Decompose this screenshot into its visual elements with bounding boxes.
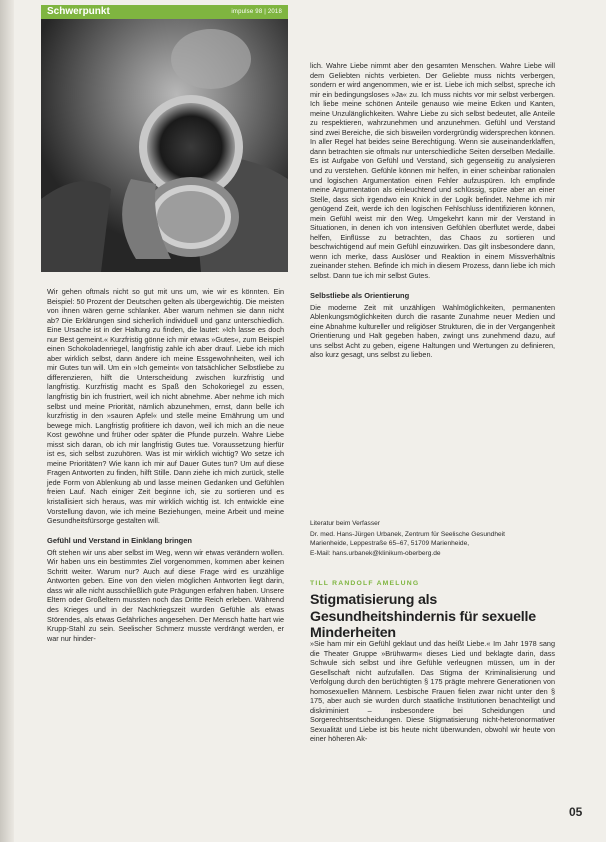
literature-email: E-Mail: hans.urbanek@klinikum-oberberg.de: [310, 549, 441, 557]
page-gutter: [0, 0, 14, 842]
article-body: [310, 639, 555, 744]
page-number: 05: [569, 805, 583, 819]
literature-line: Dr. med. Hans-Jürgen Urbanek, Zentrum für Seelische Gesundheit: [310, 530, 505, 538]
issue-label: impulse 98 | 2018: [231, 9, 282, 15]
article-headline: Stigmatisierung als Gesundheitshindernis für sexuelle Minderheiten: [310, 592, 536, 641]
right-paragraph-2: Die moderne Zeit mit unzähligen Wahlmöglichkeiten, permanenten Ablenkungsmöglichkeiten durch die rasante Zunahme neuer Medien und eine Abnahme kultureller und religiöser Strukturen, die in der Vergangenheit Orientierung und Halt gegeben haben, zwingt uns zunehmend dazu, auf uns selbst Acht zu geben, eigene Haltungen und Wertungen zu definieren, also kurz gesagt, uns selbst zu lieben.: [310, 302, 555, 360]
literature-title: Literatur beim Verfasser: [310, 520, 380, 527]
left-paragraph-2: Oft stehen wir uns aber selbst im Weg, wenn wir etwas verändern wollen. Wir haben uns ein bestimmtes Ziel vorgenommen, kommen aber keinen Schritt weiter. Warum nur? Auch auf diese Frage wird es unzählige Antworten geben. Eine von den vielen möglichen Antworten liegt darin, dass wir alle nicht ausschließlich gute Prägungen erfahren haben. Unsere Eltern oder Großeltern mussten noch das Dritte Reich erleben. Während des Krieges und in der Nachkriegszeit wurden Gefühle als etwas Störendes, als etwas Gefährliches angesehen. Der Mensch hatte hart wie Krupp-Stahl zu sein. Seelischer Schmerz musste verdrängt werden, er war nur hinder-: [47, 547, 284, 643]
article-paragraph: »Sie ham mir ein Gefühl geklaut und das heißt Liebe.« Im Jahr 1978 sang die Theater Gruppe »Brühwarm« dieses Lied und beklagte darin, dass Schwule sich selbst und ihre Gefühle verleugnen müssen, um in der Gesellschaft nicht aufzufallen. Das Stigma der Kriminalisierung und Verfolgung durch den berüchtigten § 175 prägte mehrere Generationen von homosexuellen Männern. Lesbische Frauen fielen zwar nicht unter den § 175, aber auch sie wurden durch staatliche Institutionen benachteiligt und diskriminiert – insbesondere bei Scheidungen und Sorgerechtsentscheidungen. Diese Stigmatisierung nicht-heteronormativer Sexualität und Liebe ist bis heute nicht überwunden, obwohl wir heute von einer höheren Ak-: [310, 639, 555, 744]
left-subheading: Gefühl und Verstand in Einklang bringen: [47, 535, 193, 545]
left-paragraph-1: Wir gehen oftmals nicht so gut mit uns um, wie wir es könnten. Ein Beispiel: 50 Prozent der Deutschen gelten als übergewichtig. Die meisten von ihnen wären gerne schlanker. Aber warum nehmen sie dann nicht ab? Die Erklärungen sind sicherlich individuell und ganz unterschiedlich. Eine Ursache ist in der Haltung zu finden, die lautet: »Ich lasse es doch nur Best gemeint.« Kurzfristig gönne ich mir etwas »Gutes«, zum Beispiel einen Schokoladenriegel, langfristig zahle ich aber drauf. Liebe ich mich aber wirklich selbst, dann ändere ich meine Essgewohnheiten, weil ich mir Gutes tun will. Um ein »Ich gemeint« von tatsächlicher Selbstliebe zu differenzieren, hilft die Unterscheidung zwischen kurzfristig und langfristig. Kurzfristig macht es Spaß den Schokoriegel zu essen, langfristig bin ich frustriert, weil ich nicht abnehme. Aber nehme ich mich selbst und meine Priorität, nämlich abzunehmen, ernst, dann belle ich kurzfristig in den »sauren Apfel« und stelle meine Ernährung um und bewege mich. Langfristig profitiere ich davon, weil ich mich an die neue Kost gewöhne und früher oder später die Pfunde purzeln. Wahre Liebe misst sich daran, ob ich mir langfristig Gutes tue. Voraussetzung hierfür ist es, sich selbst zuzuhören. Was ist mir wirklich wichtig? Wo setze ich meine Prioritäten? Wie kann ich mir auf Dauer Gutes tun? Um auf diese Fragen Antworten zu finden, hilft Stille. Dann ziehe ich mich zurück, stelle jede Form von Ablenkung ab und lasse meinen Gedanken und Gefühlen freien Lauf. Nach einiger Zeit beginne ich, sie zu sortieren und es kristallisiert sich heraus, was mir wirklich wichtig ist. Ich entwickle eine Vorstellung davon, wie ich meine Beziehungen, meine Arbeit und meine Gesundheitsfürsorge gestalten will.: [47, 287, 284, 526]
section-header: [41, 5, 288, 19]
right-subheading: Selbstliebe als Orientierung: [310, 290, 410, 300]
illustration-photo: [41, 19, 288, 272]
section-title: Schwerpunkt: [47, 6, 110, 17]
right-paragraph-1: lich. Wahre Liebe nimmt aber den gesamten Menschen. Wahre Liebe will dem Geliebten nichts verbieten. Der Geliebte muss nichts verbergen, sondern er wird angenommen, wie er ist. Liebe ich mich selbst, spreche ich mir ein bedingungsloses »Ja« zu. Ich muss nichts vor mir selbst verbergen. Ich liebe meine schönen Anteile genauso wie meine Ecken und Kanten, meine Unzulänglichkeiten. Wahre Liebe zu sich selbst bedeutet, alle Anteile zu respektieren, wahrzunehmen und anzunehmen. Gefühl und Verstand sind zwei Bereiche, die sich bisweilen vordergründig widersprechen können. In aller Regel hat beides seine Berechtigung. Wenn sie auseinanderklaffen, dann betrachten sie oftmals nur unterschiedliche Seiten derselben Medaille. Es ist Aufgabe von Gefühl und Verstand, sich gegenseitig zu analysieren und zu verstehen. Gefühle können mir helfen, in einer scheinbar rationalen und logischen Argumentation einen Fehler aufzuspüren. Ich empfinde meine Argumentation als einleuchtend und schlüssig, spüre aber an einer Stelle, dass sich irgendwo ein Knick in der Logik befindet. Nehme ich mir genügend Zeit, werde ich den logischen Fehlschluss identifizieren können, mein Gefühl weist mir den Weg. Umgekehrt kann mir der Verstand in Situationen, in denen ich von intensiven Gefühlen überflutet werde, dabei helfen, Einflüsse zu betrachten, das Chaos zu sortieren und beschwichtigend auf mein Gefühl einzuwirken. Das gilt insbesondere dann, wenn ich merke, dass Auslöser und Reaktion in einem Missverhältnis zueinander stehen. Befinde ich mich in diesem Prozess, dann liebe ich mich selbst. Dann tue ich mir selbst Gutes.: [310, 61, 555, 281]
article-author: TILL RANDOLF AMELUNG: [310, 580, 420, 587]
literature-line: Marienheide, Leppestraße 65–67, 51709 Marienheide,: [310, 540, 470, 547]
hand-mirror-image: [41, 19, 288, 272]
right-column: [310, 61, 555, 360]
left-column: [47, 287, 284, 643]
literature-note: [310, 519, 555, 558]
